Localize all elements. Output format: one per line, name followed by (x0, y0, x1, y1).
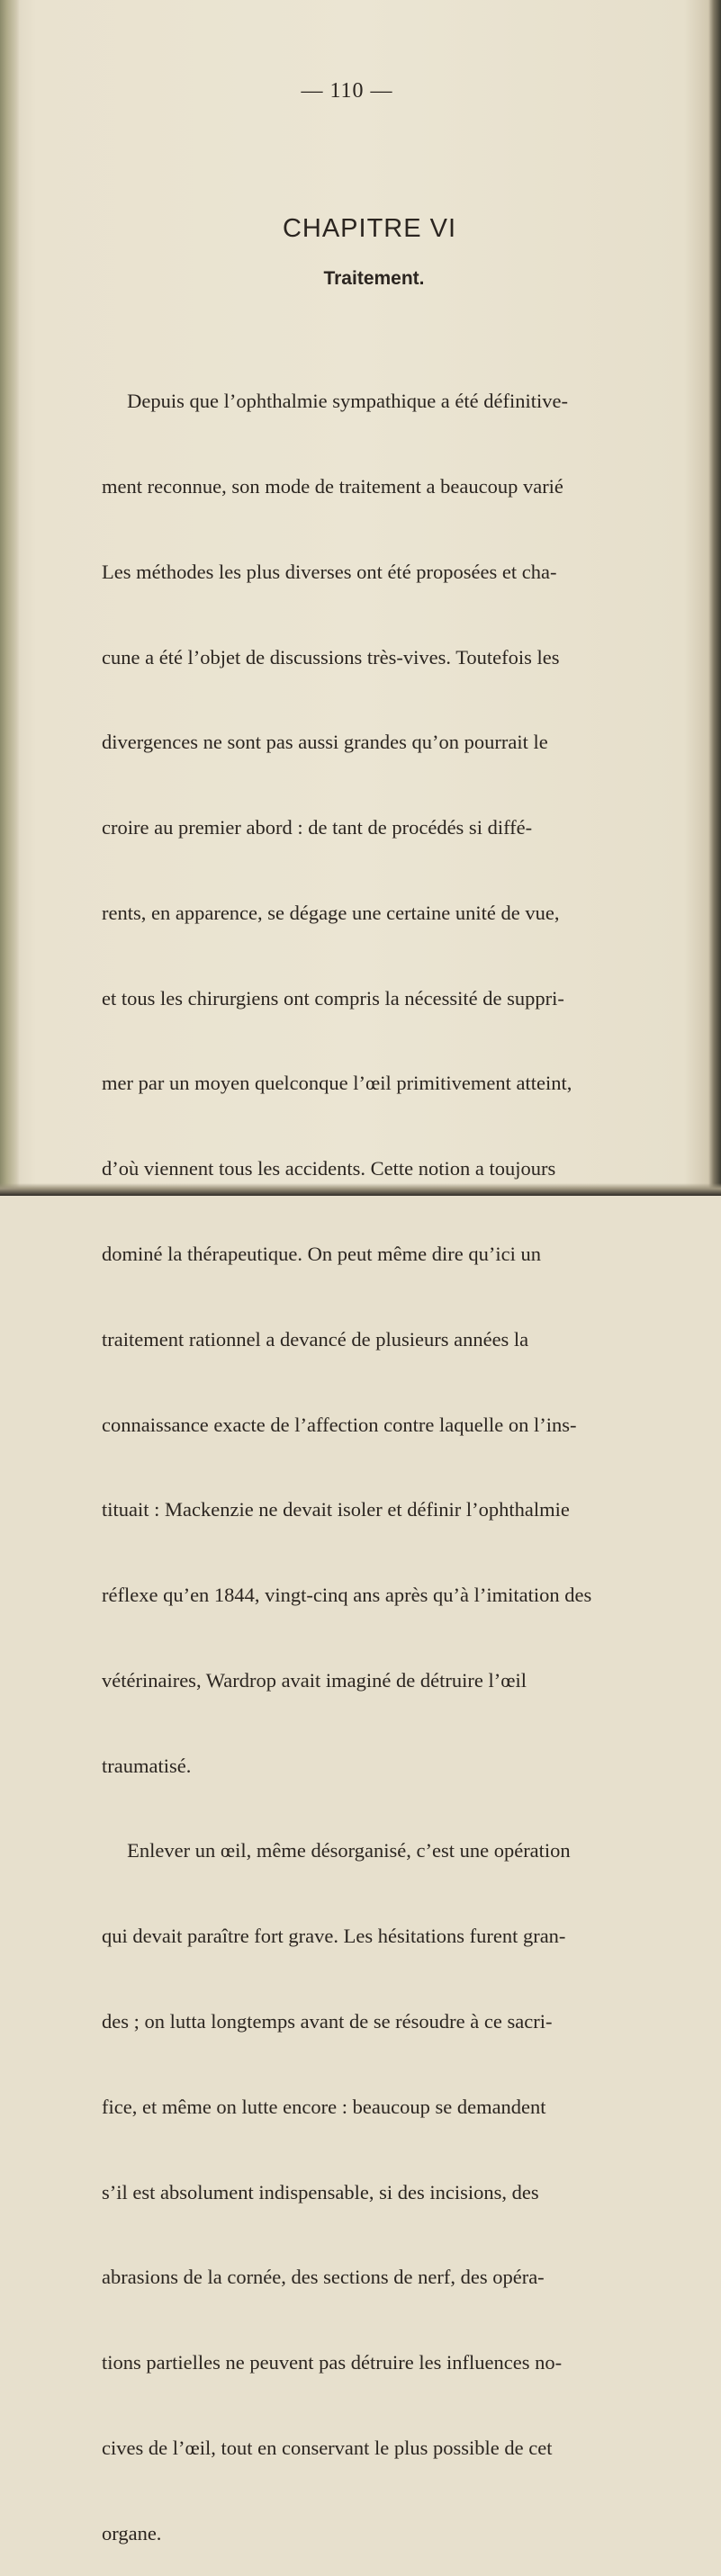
text-line: tions partielles ne peuvent pas détruire les influences no- (102, 2351, 563, 2374)
text-line: cives de l’œil, tout en conservant le plus possible de cet (102, 2436, 553, 2459)
chapter-title (0, 214, 721, 244)
text-line: traumatisé. (102, 1754, 192, 1777)
text-line: Les méthodes les plus diverses ont été proposées et cha- (102, 560, 557, 583)
text-line: s’il est absolument indispensable, si des incisions, des (102, 2180, 539, 2204)
body-text (102, 330, 714, 2576)
text-line: connaissance exacte de l’affection contre laquelle on l’ins- (102, 1413, 577, 1436)
text-line: d’où viennent tous les accidents. Cette notion a toujours (102, 1157, 556, 1180)
text-line: fice, et même on lutte encore : beaucoup se demandent (102, 2095, 546, 2118)
page-binding-shadow (0, 0, 20, 1196)
text-line: organe. (102, 2521, 162, 2545)
text-line: vétérinaires, Wardrop avait imaginé de détruire l’œil (102, 1668, 527, 1692)
text-line: cune a été l’objet de discussions très-vives. Toutefois les (102, 645, 560, 669)
text-line: mer par un moyen quelconque l’œil primitivement atteint, (102, 1072, 572, 1095)
text-line: et tous les chirurgiens ont compris la nécessité de suppri- (102, 986, 564, 1010)
page-number (0, 79, 721, 103)
text-line: réflexe qu’en 1844, vingt-cinq ans après qu’à l’imitation des (102, 1584, 592, 1607)
text-line: qui devait paraître fort grave. Les hésitations furent gran- (102, 1925, 566, 1948)
text-line: Enlever un œil, même désorganisé, c’est une opération (102, 1839, 571, 1862)
text-line: divergences ne sont pas aussi grandes qu’on pourrait le (102, 731, 548, 754)
text-line: tituait : Mackenzie ne devait isoler et définir l’ophthalmie (102, 1498, 570, 1521)
text-line: croire au premier abord : de tant de procédés si diffé- (102, 816, 533, 839)
text-line: rents, en apparence, se dégage une certaine unité de vue, (102, 901, 560, 924)
section-title (0, 268, 721, 290)
text-line: Depuis que l’ophthalmie sympathique a été définitive- (102, 390, 568, 413)
chapter-title-text: CHAPITRE VI (282, 214, 457, 243)
text-line: traitement rationnel a devancé de plusieurs années la (102, 1327, 529, 1351)
page-number-text: — 110 — (301, 79, 393, 103)
section-title-text: Traitement. (323, 268, 425, 289)
text-line: abrasions de la cornée, des sections de nerf, des opéra- (102, 2266, 545, 2289)
text-line: dominé la thérapeutique. On peut même dire qu’ici un (102, 1243, 541, 1265)
text-line: ment reconnue, son mode de traitement a beaucoup varié (102, 474, 563, 498)
text-line: des ; on lutta longtemps avant de se résoudre à ce sacri- (102, 2010, 553, 2033)
